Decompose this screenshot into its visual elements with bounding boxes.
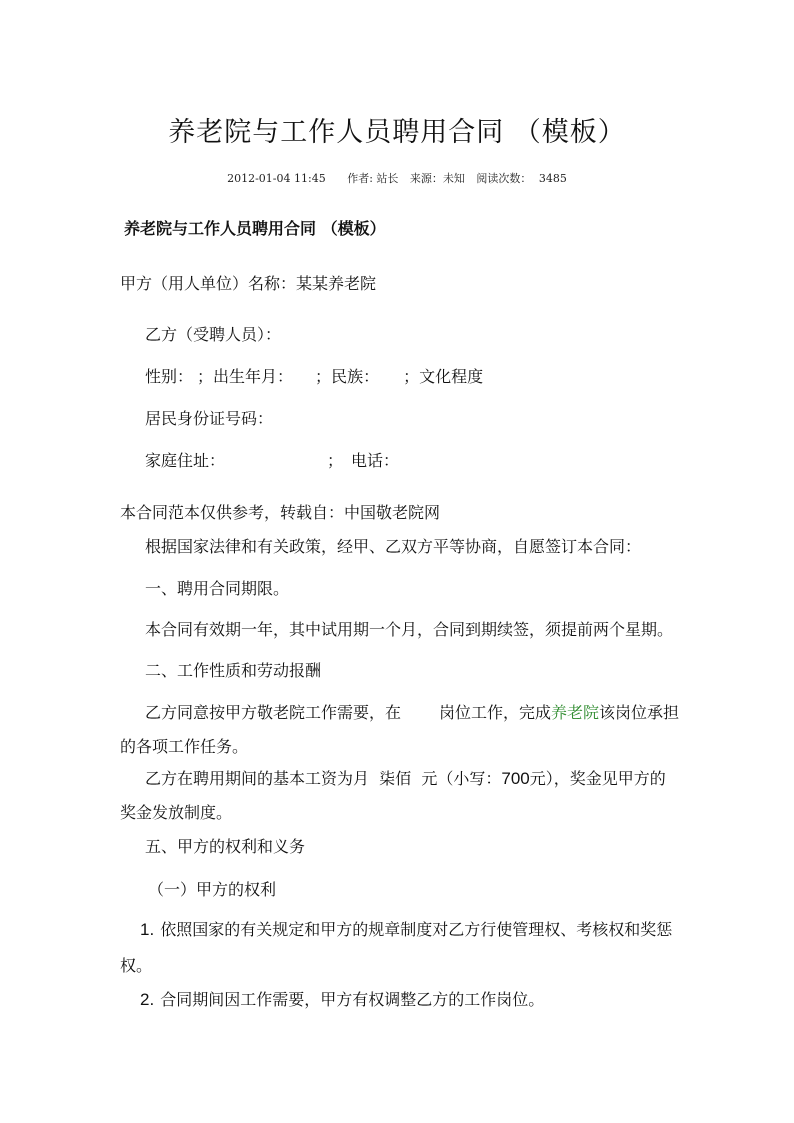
section-5-title: 五、甲方的权利和义务	[145, 837, 306, 856]
list-item-1	[140, 917, 672, 940]
intro-paragraph: 根据国家法律和有关政策，经甲、乙双方平等协商，自愿签订本合同：	[145, 537, 642, 556]
separator: ；	[315, 367, 332, 386]
section-1-text: 本合同有效期一年，其中试用期一个月，合同到期续签，须提前两个星期。	[145, 620, 674, 639]
text-span: 乙方同意按甲方敬老院工作需要，在	[145, 703, 402, 722]
phone-label: 电话：	[351, 451, 400, 470]
section-5-subtitle: （一）甲方的权利	[148, 880, 277, 899]
page-title: 养老院与工作人员聘用合同 （模板）	[168, 117, 626, 148]
reference-note: 本合同范本仅供参考，转载自：中国敬老院网	[120, 503, 441, 522]
article-meta	[0, 170, 794, 186]
separator: ；	[197, 367, 214, 386]
list-item-number: 1.	[140, 920, 155, 939]
text-span: 乙方在聘用期间的基本工资为月 柒佰 元（小写：	[145, 769, 502, 788]
meta-reads-label: 阅读次数：	[476, 172, 532, 185]
separator: ；	[403, 367, 420, 386]
id-number-line: 居民身份证号码：	[145, 409, 274, 428]
meta-reads-value: 3485	[538, 172, 567, 185]
party-b-line: 乙方（受聘人员）：	[145, 325, 282, 344]
list-item-number: 2.	[140, 990, 155, 1009]
separator: ；	[327, 451, 344, 470]
party-a-line: 甲方（用人单位）名称：某某养老院	[120, 274, 377, 293]
education-label: 文化程度	[419, 367, 484, 386]
section-1-title: 一、聘用合同期限。	[145, 579, 290, 598]
list-item-1-cont: 权。	[120, 956, 153, 975]
section-2-paragraph-2-cont: 奖金发放制度。	[120, 803, 233, 822]
list-item-2	[140, 987, 544, 1010]
section-2-title: 二、工作性质和劳动报酬	[145, 661, 322, 680]
meta-author: 作者: 站长	[347, 172, 399, 185]
meta-source: 来源：未知	[409, 172, 465, 185]
salary-amount: 700	[501, 769, 530, 788]
personal-info-row	[145, 364, 483, 387]
section-2-paragraph-1-cont: 的各项工作任务。	[120, 737, 249, 756]
gender-label: 性别：	[145, 367, 194, 386]
section-2-paragraph-1	[145, 700, 679, 723]
list-item-text: 合同期间因工作需要，甲方有权调整乙方的工作岗位。	[160, 990, 545, 1009]
document-subtitle: 养老院与工作人员聘用合同 （模板）	[124, 219, 386, 238]
text-span: 岗位工作，完成	[439, 703, 552, 722]
birth-label: 出生年月：	[213, 367, 294, 386]
meta-datetime: 2012-01-04 11:45	[227, 172, 326, 185]
address-row	[145, 448, 399, 471]
address-label: 家庭住址：	[145, 451, 226, 470]
list-item-text: 依照国家的有关规定和甲方的规章制度对乙方行使管理权、考核权和奖惩	[160, 920, 673, 939]
ethnicity-label: 民族：	[331, 367, 380, 386]
section-2-paragraph-2	[145, 766, 666, 789]
text-span: 元），奖金见甲方的	[529, 769, 666, 788]
text-span: 该岗位承担	[599, 703, 680, 722]
nursing-home-link[interactable]: 养老院	[551, 703, 600, 722]
